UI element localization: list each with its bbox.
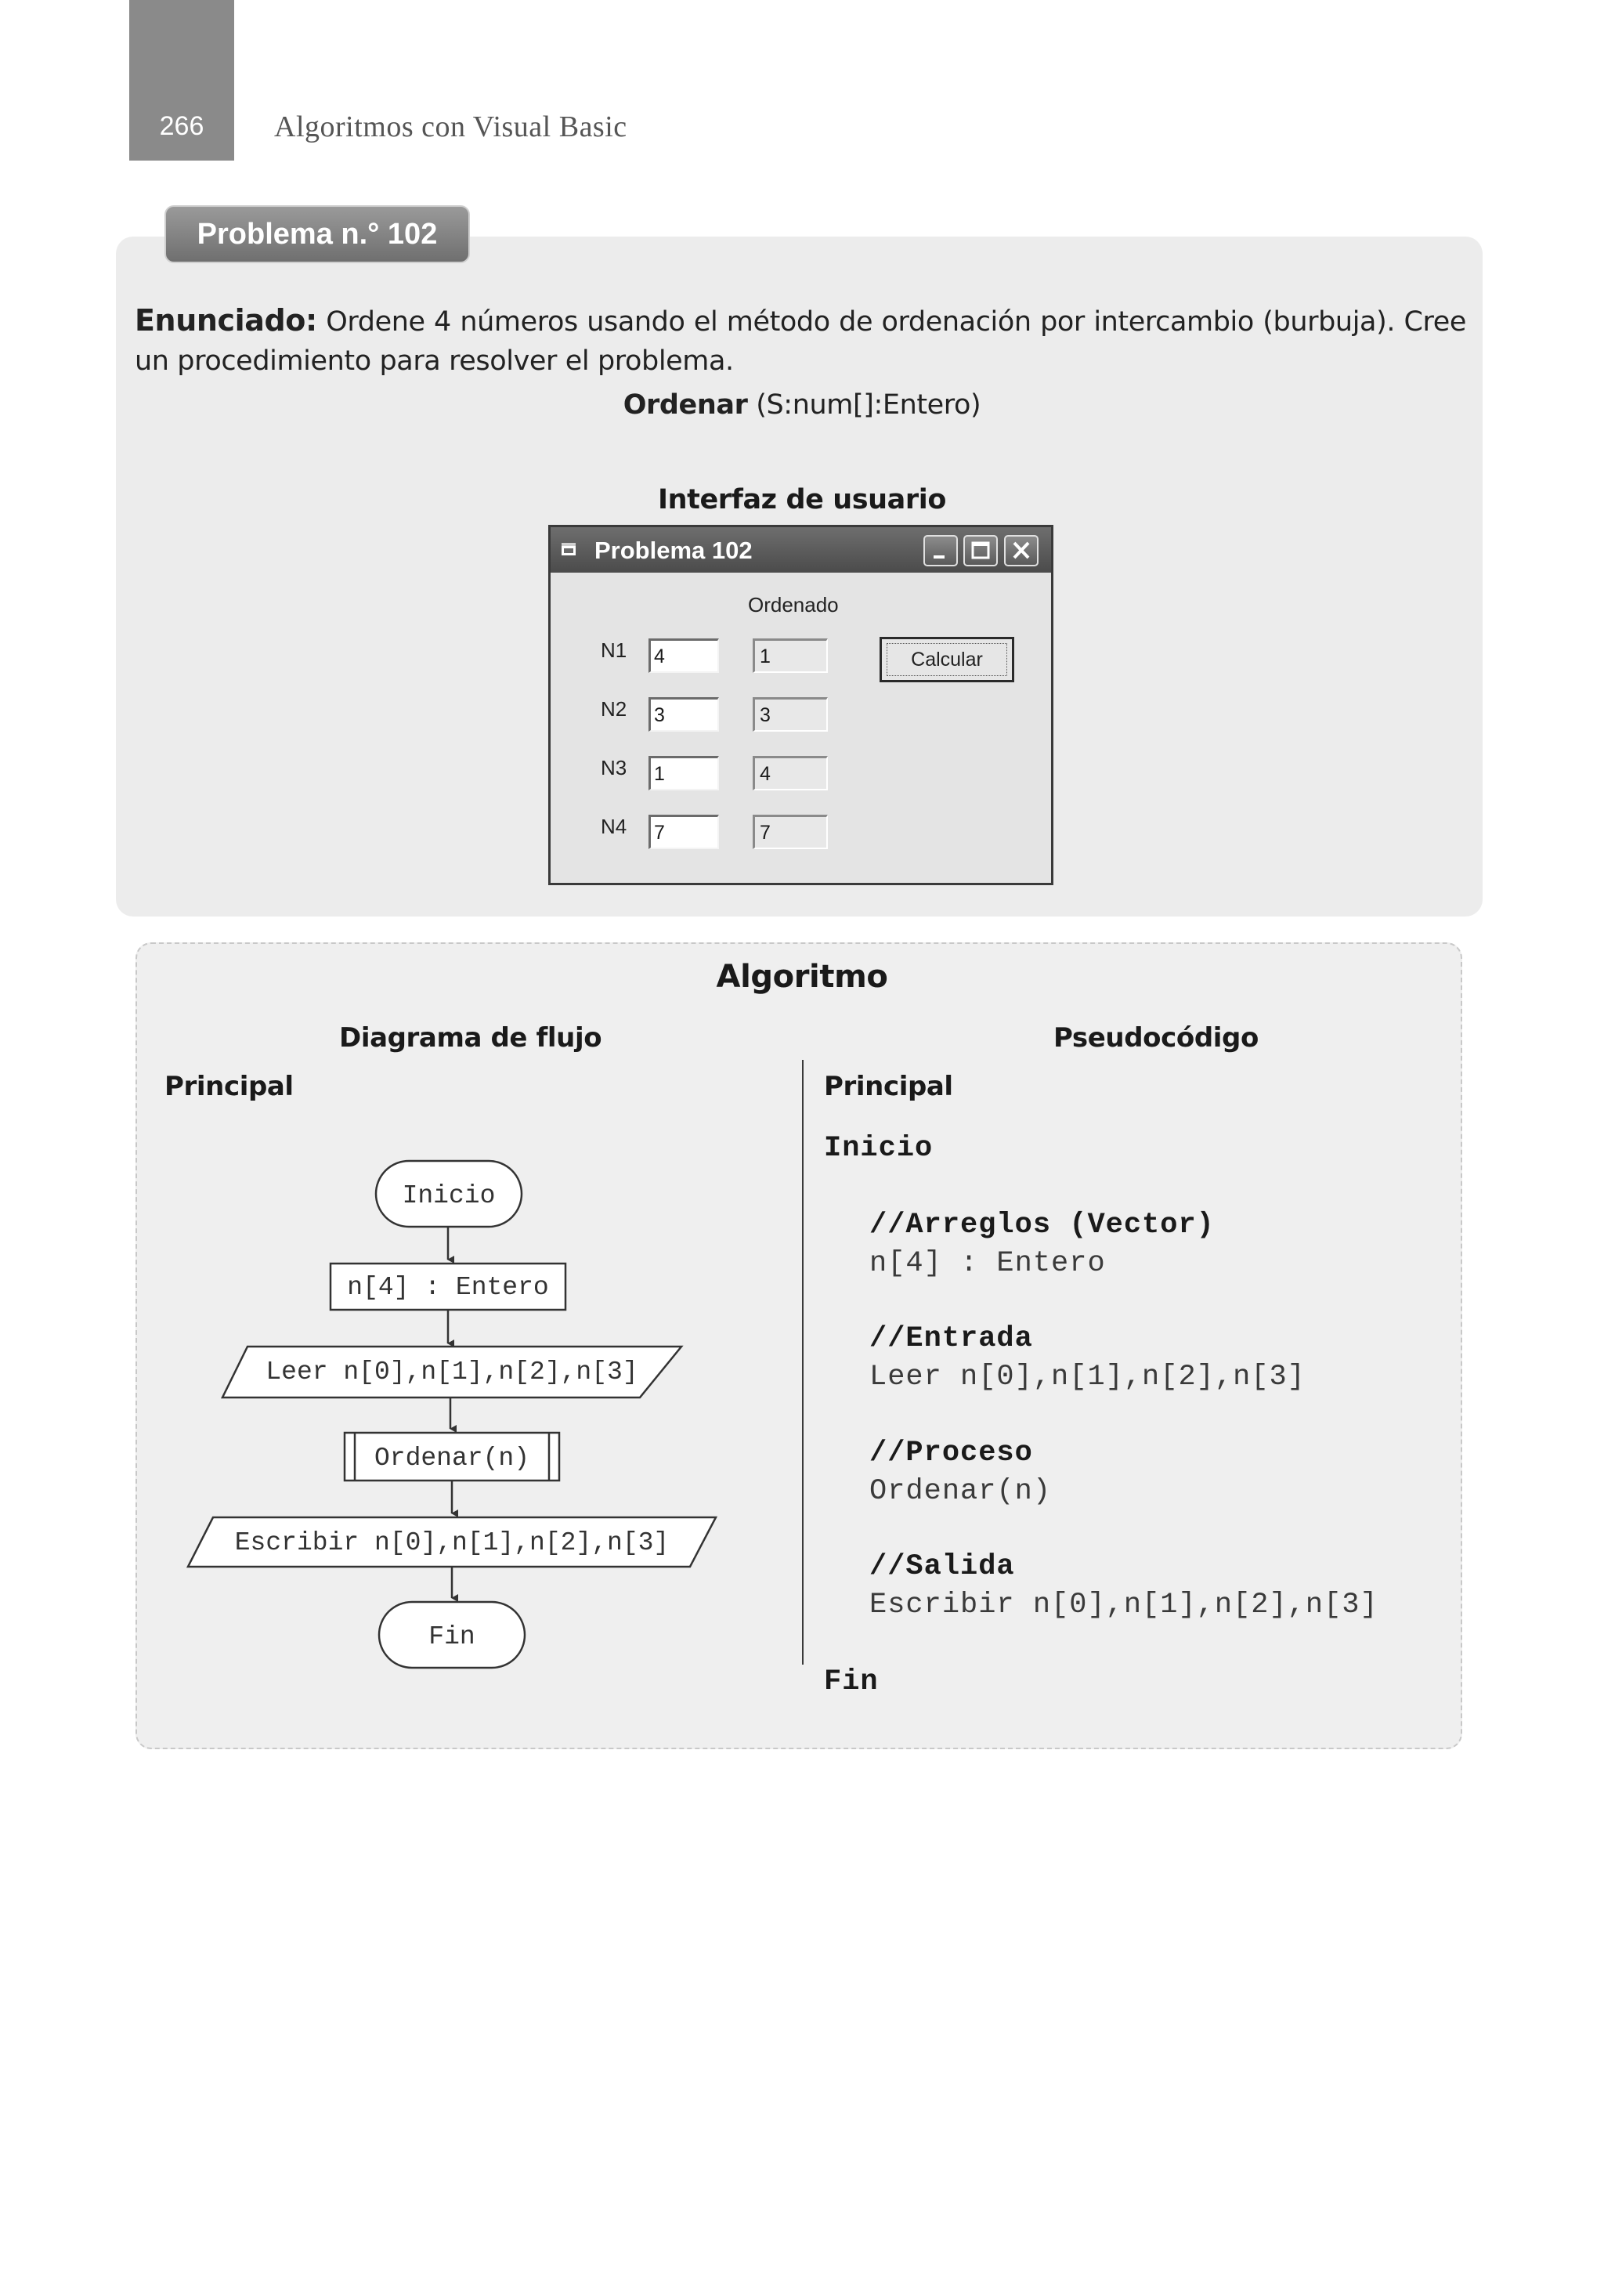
pseudo-comment-arrays: //Arreglos (Vector) — [869, 1209, 1215, 1242]
pseudo-comment-output: //Salida — [869, 1550, 1015, 1583]
row-label-n4: N4 — [601, 815, 627, 838]
flowchart-principal-label: Principal — [164, 1071, 294, 1102]
flow-declare-label: n[4] : Entero — [347, 1273, 549, 1302]
n4-input[interactable]: 7 — [648, 815, 719, 849]
pseudo-start: Inicio — [824, 1132, 934, 1165]
pseudo-call: Ordenar(n) — [869, 1475, 1052, 1508]
n2-input[interactable]: 3 — [648, 697, 719, 732]
statement-text: Ordene 4 números usando el método de ordenación por intercambio (burbuja). Cree un procedimiento para resolver el problema. — [135, 306, 1466, 377]
pseudo-comment-input: //Entrada — [869, 1322, 1033, 1355]
n1-output: 1 — [753, 638, 828, 673]
problem-badge: Problema n.° 102 — [164, 205, 470, 263]
n2-output: 3 — [753, 697, 828, 732]
ui-heading: Interfaz de usuario — [657, 484, 947, 515]
flow-write-label: Escribir n[0],n[1],n[2],n[3] — [234, 1528, 670, 1557]
pseudo-declare: n[4] : Entero — [869, 1247, 1106, 1280]
procedure-name: Ordenar — [623, 389, 748, 421]
flow-start-label: Inicio — [402, 1181, 496, 1210]
n1-input[interactable]: 4 — [648, 638, 719, 673]
algorithm-title: Algoritmo — [716, 959, 888, 995]
window-title: Problema 102 — [594, 537, 753, 564]
statement-label: Enunciado: — [135, 303, 317, 338]
calculate-button-label: Calcular — [887, 643, 1007, 676]
ordered-column-header: Ordenado — [748, 593, 839, 616]
n3-input[interactable]: 1 — [648, 756, 719, 790]
flowchart-heading: Diagrama de flujo — [339, 1022, 602, 1054]
pseudocode-heading: Pseudocódigo — [1053, 1022, 1259, 1054]
row-label-n2: N2 — [601, 697, 627, 721]
book-title: Algoritmos con Visual Basic — [274, 110, 627, 143]
flow-call-label: Ordenar(n) — [374, 1444, 530, 1473]
n4-output: 7 — [753, 815, 828, 849]
pseudo-write: Escribir n[0],n[1],n[2],n[3] — [869, 1589, 1378, 1622]
row-label-n3: N3 — [601, 756, 627, 779]
n3-output: 4 — [753, 756, 828, 790]
row-label-n1: N1 — [601, 638, 627, 662]
pseudo-end: Fin — [824, 1665, 879, 1698]
flow-read-label: Leer n[0],n[1],n[2],n[3] — [266, 1358, 638, 1387]
page-number: 266 — [159, 111, 204, 141]
pseudo-comment-process: //Proceso — [869, 1437, 1033, 1470]
procedure-params: (S:num[]:Entero) — [747, 389, 981, 421]
flow-end-label: Fin — [428, 1622, 475, 1651]
pseudo-read: Leer n[0],n[1],n[2],n[3] — [869, 1361, 1306, 1394]
pseudocode-principal-label: Principal — [824, 1071, 953, 1102]
